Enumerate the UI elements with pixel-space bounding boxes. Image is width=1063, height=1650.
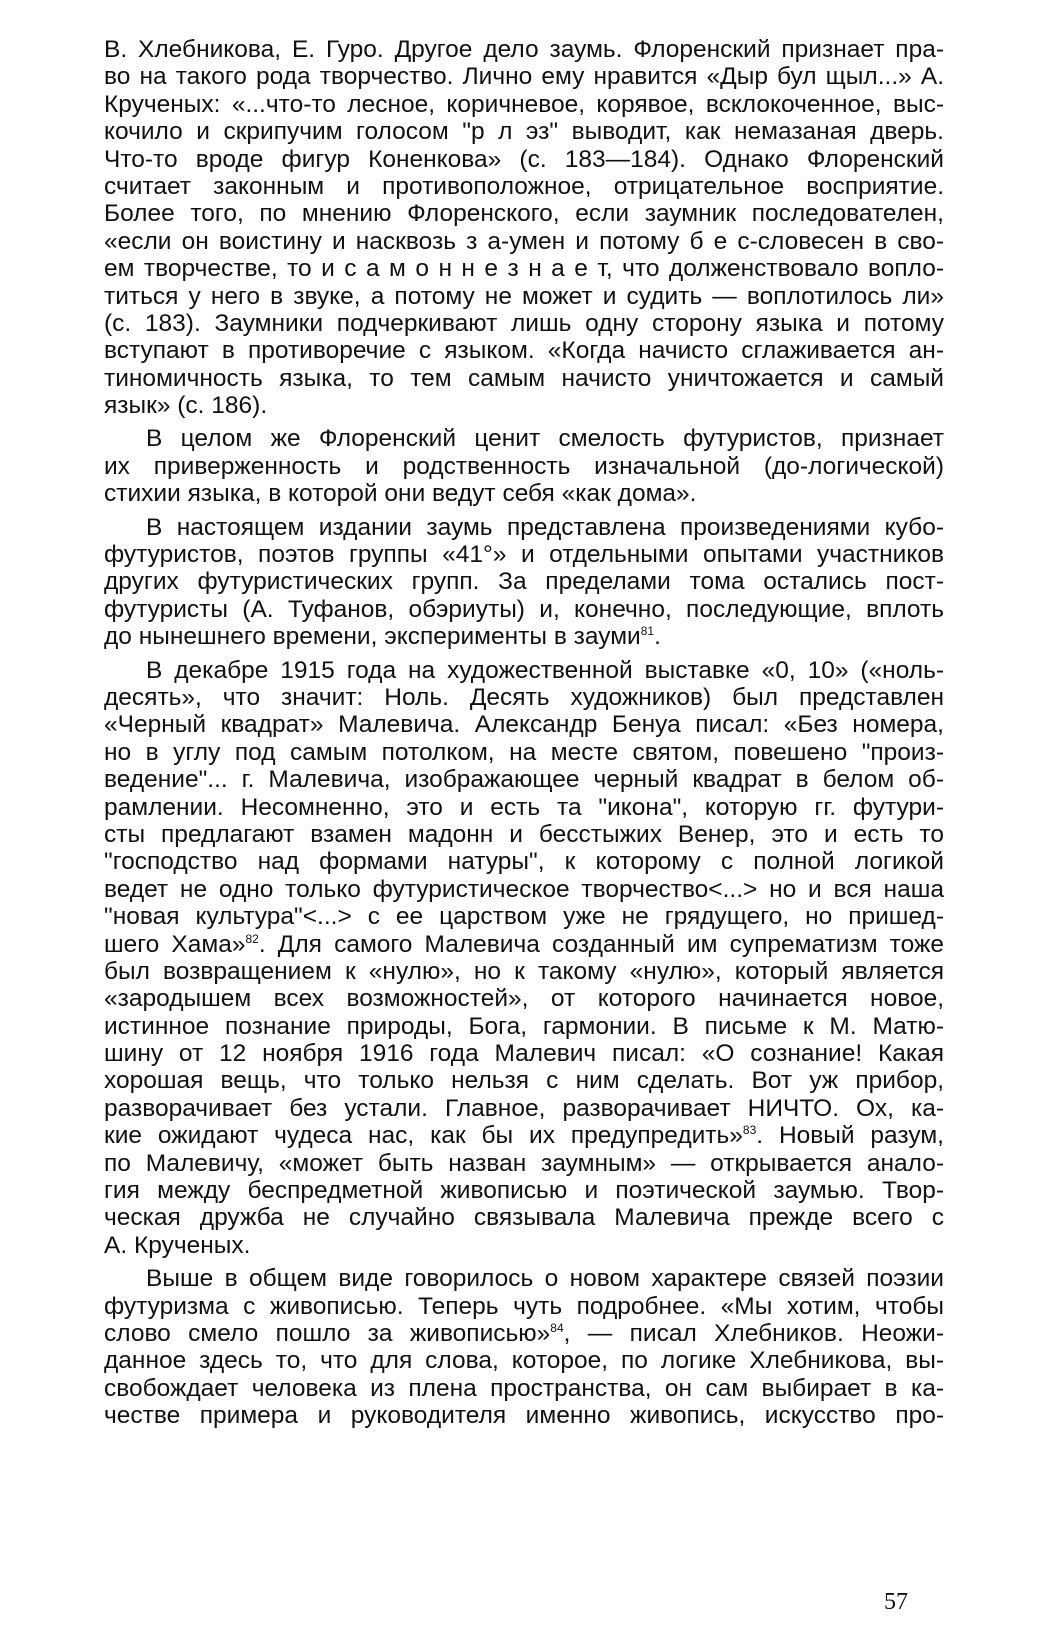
text-line: Крученых: «...что-то лесное, коричневое, корявое, всклокоченное, выс- xyxy=(104,90,944,118)
text-line: А. Крученых. xyxy=(104,1231,251,1259)
text-line: В. Хлебникова, Е. Гуро. Другое дело заумь. Флоренский признает пра- xyxy=(104,36,944,63)
text-line: "господство над формами натуры", к которому с полной логикой xyxy=(104,848,944,876)
text-line: десять», что значит: Ноль. Десять художников) был представлен xyxy=(104,683,944,711)
text-line: по Малевичу, «может быть назван заумным» — открывается анало- xyxy=(104,1149,944,1177)
text-line: ведет не одно только футуристическое творчество<...> но и вся наша xyxy=(104,875,944,903)
paragraph-2 xyxy=(104,425,944,507)
text-line: вступают в противоречие с языком. «Когда начисто сглаживается ан- xyxy=(104,337,944,365)
text-line: титься у него в звуке, а потому не может и судить — воплотилось ли» xyxy=(104,282,944,310)
book-page xyxy=(104,36,944,1636)
text-line: ведение"... г. Малевича, изображающее черный квадрат в белом об- xyxy=(104,766,944,794)
text-line xyxy=(104,1122,944,1149)
text-line-content: слово смело пошло за живописью» xyxy=(104,1319,551,1347)
body-text xyxy=(104,36,944,1430)
footnote-ref: 81 xyxy=(640,624,655,639)
text-line: разворачивает без устали. Главное, разворачивает НИЧТО. Ох, ка- xyxy=(104,1094,944,1122)
text-line: (с. 183). Заумники подчеркивают лишь одну сторону языка и потому xyxy=(104,309,944,337)
text-line xyxy=(104,1320,944,1347)
text-line: тиномичность языка, то тем самым начисто уничтожается и самый xyxy=(104,364,944,392)
text-line: считает законным и противоположное, отрицательное восприятие. xyxy=(104,172,944,200)
text-line: шину от 12 ноября 1916 года Малевич писал: «О сознание! Какая xyxy=(104,1040,944,1068)
text-line: футуристов, поэтов группы «41°» и отдельными опытами участников xyxy=(104,541,944,569)
text-line: ем творчестве, то и с а м о н н е з н а е т, что долженствовало вопло- xyxy=(104,255,944,283)
text-line: Выше в общем виде говорилось о новом характере связей поэзии xyxy=(146,1265,944,1293)
text-line-tail: . Новый разум, xyxy=(756,1122,944,1150)
text-line-content: кие ожидают чудеса нас, как бы их предупредить» xyxy=(104,1122,743,1150)
paragraph-3 xyxy=(104,514,944,651)
paragraph-5 xyxy=(104,1265,944,1429)
paragraph-4 xyxy=(104,657,944,1260)
text-line: футуризма с живописью. Теперь чуть подробнее. «Мы хотим, чтобы xyxy=(104,1292,944,1320)
text-line: ческая дружба не случайно связывала Малевича прежде всего с xyxy=(104,1204,944,1232)
footnote-ref: 84 xyxy=(550,1320,564,1335)
text-line: «если он воистину и насквозь з а-умен и потому б е с-словесен в сво- xyxy=(104,227,944,255)
text-line: но в углу под самым потолком, на месте святом, повешено "произ- xyxy=(104,738,944,766)
text-line: Более того, по мнению Флоренского, если заумник последователен, xyxy=(104,200,944,228)
footnote-ref: 83 xyxy=(742,1123,757,1138)
text-line-tail: . Для самого Малевича созданный им супрематизм тоже xyxy=(258,930,944,958)
text-line: стихии языка, в которой они ведут себя «как дома». xyxy=(104,480,697,508)
text-line: В декабре 1915 года на художественной выставке «0, 10» («ноль- xyxy=(146,656,944,684)
footnote-ref: 82 xyxy=(245,931,259,946)
page-number: 57 xyxy=(884,1589,908,1615)
text-line: других футуристических групп. За пределами тома остались пост- xyxy=(104,568,944,596)
text-line-content: шего Хама» xyxy=(104,930,246,958)
text-line: кочило и скрипучим голосом "р л эз" выводит, как немазаная дверь. xyxy=(104,118,944,146)
text-line: рамлении. Несомненно, это и есть та "икона", которую гг. футури- xyxy=(104,793,944,821)
text-line: Что-то вроде фигур Коненкова» (с. 183—184). Однако Флоренский xyxy=(104,145,944,173)
text-line: истинное познание природы, Бога, гармонии. В письме к М. Матю- xyxy=(104,1012,944,1040)
text-line-content: до нынешнего времени, эксперименты в зауми xyxy=(104,623,641,651)
text-line: хорошая вещь, что только нельзя с ним сделать. Вот уж прибор, xyxy=(104,1067,944,1095)
text-line xyxy=(104,931,944,958)
text-line: свобождает человека из плена пространства, он сам выбирает в ка- xyxy=(104,1374,944,1402)
text-line: до нынешнего времени, эксперименты в зауми$^{81}$. xyxy=(104,623,661,651)
text-line: «зародышем всех возможностей», от которого начинается новое, xyxy=(104,985,944,1013)
text-line: данное здесь то, что для слова, которое, по логике Хлебникова, вы- xyxy=(104,1347,944,1375)
text-line: их приверженность и родственность изначальной (до-логической) xyxy=(104,452,944,480)
text-line: футуристы (А. Туфанов, обэриуты) и, конечно, последующие, вплоть xyxy=(104,595,944,623)
text-line: "новая культура"<...> с ее царством уже не грядущего, но пришед- xyxy=(104,903,944,931)
text-line: язык» (с. 186). xyxy=(104,392,268,420)
text-line: В целом же Флоренский ценит смелость футуристов, признает xyxy=(146,425,944,453)
text-line: сты предлагают взамен мадонн и бесстыжих Венер, это и есть то xyxy=(104,820,944,848)
text-line: В настоящем издании заумь представлена произведениями кубо- xyxy=(146,513,944,541)
text-line: честве примера и руководителя именно живопись, искусство про- xyxy=(104,1402,944,1430)
paragraph-1 xyxy=(104,36,944,419)
text-line: гия между беспредметной живописью и поэтической заумью. Твор- xyxy=(104,1177,944,1205)
text-line: был возвращением к «нулю», но к такому «нулю», который является xyxy=(104,957,944,985)
text-line: «Черный квадрат» Малевича. Александр Бенуа писал: «Без номера, xyxy=(104,711,944,739)
text-line-tail: , — писал Хлебников. Неожи- xyxy=(563,1319,944,1347)
text-line: во на такого рода творчество. Лично ему нравится «Дыр бул щыл...» А. xyxy=(104,63,944,91)
